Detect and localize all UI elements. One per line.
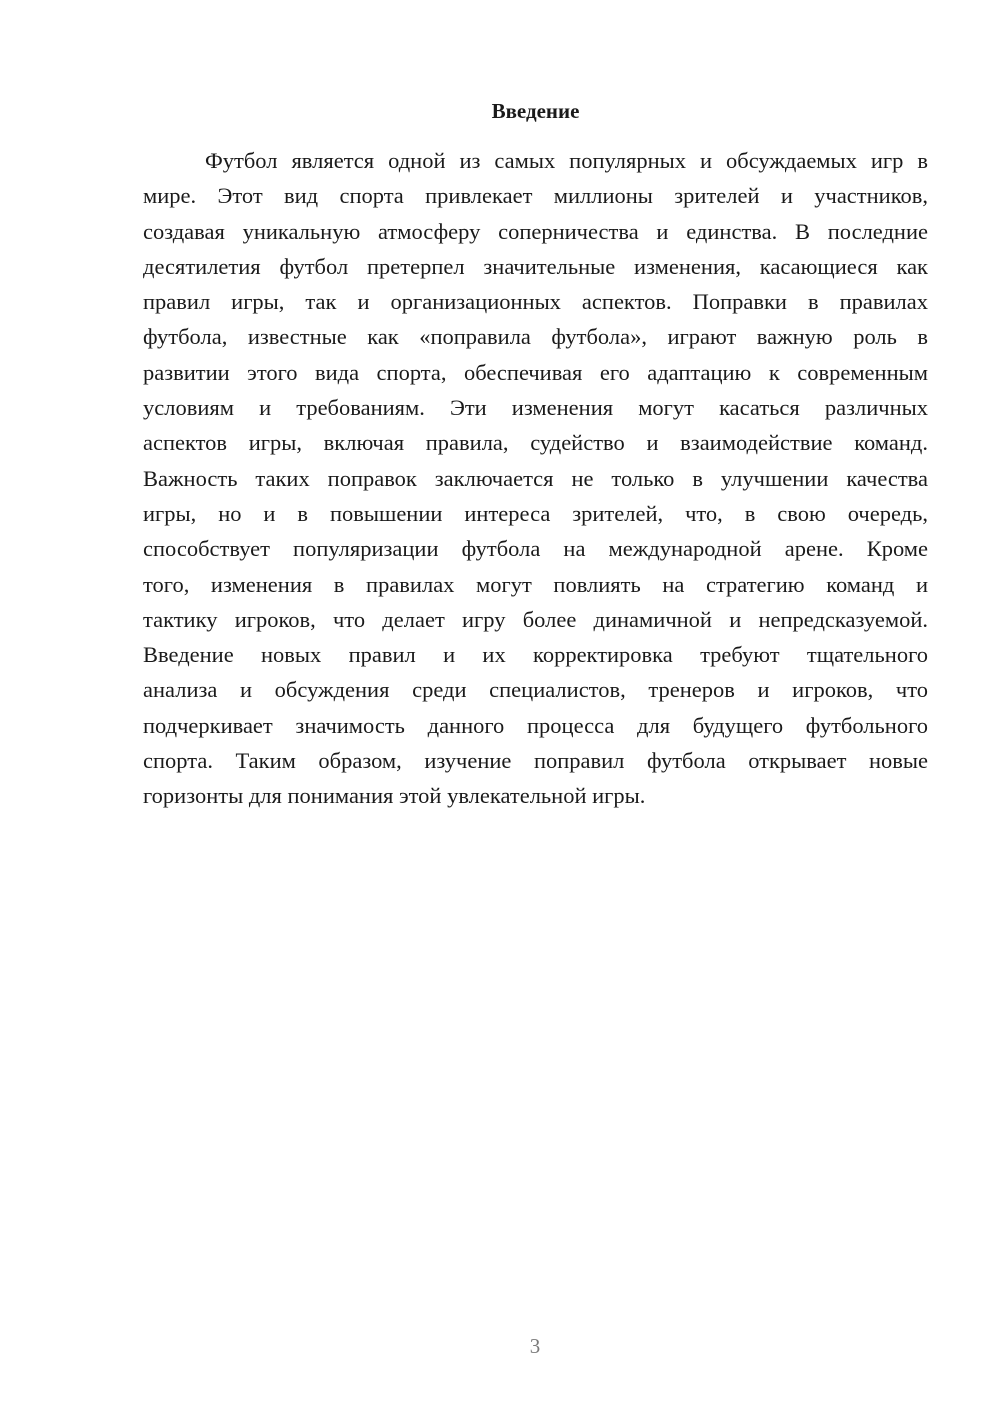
paragraph-line: аспектов игры, включая правила, судейство и взаимодействие команд. bbox=[143, 430, 928, 456]
page-number: 3 bbox=[529, 1334, 541, 1358]
paragraph-line: способствует популяризации футбола на международной арене. Кроме bbox=[143, 536, 928, 562]
paragraph-line: десятилетия футбол претерпел значительные изменения, касающиеся как bbox=[143, 253, 928, 279]
paragraph-line: футбола, известные как «поправила футбола», играют важную роль в bbox=[143, 324, 928, 350]
paragraph-line: мире. Этот вид спорта привлекает миллионы зрителей и участников, bbox=[143, 183, 928, 209]
paragraph-line: Введение новых правил и их корректировка требуют тщательного bbox=[143, 642, 928, 668]
paragraph-line: создавая уникальную атмосферу соперничества и единства. В последние bbox=[143, 218, 928, 244]
paragraph-line: правил игры, так и организационных аспектов. Поправки в правилах bbox=[143, 289, 928, 315]
paragraph-line: игры, но и в повышении интереса зрителей, что, в свою очередь, bbox=[143, 500, 928, 526]
paragraph-line: спорта. Таким образом, изучение поправил футбола открывает новые bbox=[143, 748, 928, 774]
paragraph-line: подчеркивает значимость данного процесса для будущего футбольного bbox=[143, 712, 928, 738]
paragraph-line: того, изменения в правилах могут повлиять на стратегию команд и bbox=[143, 571, 928, 597]
paragraph-line: условиям и требованиям. Эти изменения могут касаться различных bbox=[143, 395, 928, 421]
paragraph-line: Футбол является одной из самых популярных и обсуждаемых игр в bbox=[205, 148, 928, 173]
paragraph-line: горизонты для понимания этой увлекательной игры. bbox=[143, 783, 646, 809]
paragraph-line: тактику игроков, что делает игру более динамичной и непредсказуемой. bbox=[143, 606, 928, 632]
paragraph-line: Важность таких поправок заключается не только в улучшении качества bbox=[143, 465, 928, 491]
body-paragraph bbox=[143, 143, 928, 814]
section-heading: Введение bbox=[491, 99, 580, 123]
paragraph-line: анализа и обсуждения среди специалистов, тренеров и игроков, что bbox=[143, 677, 928, 703]
paragraph-line: развитии этого вида спорта, обеспечивая его адаптацию к современным bbox=[143, 359, 928, 385]
